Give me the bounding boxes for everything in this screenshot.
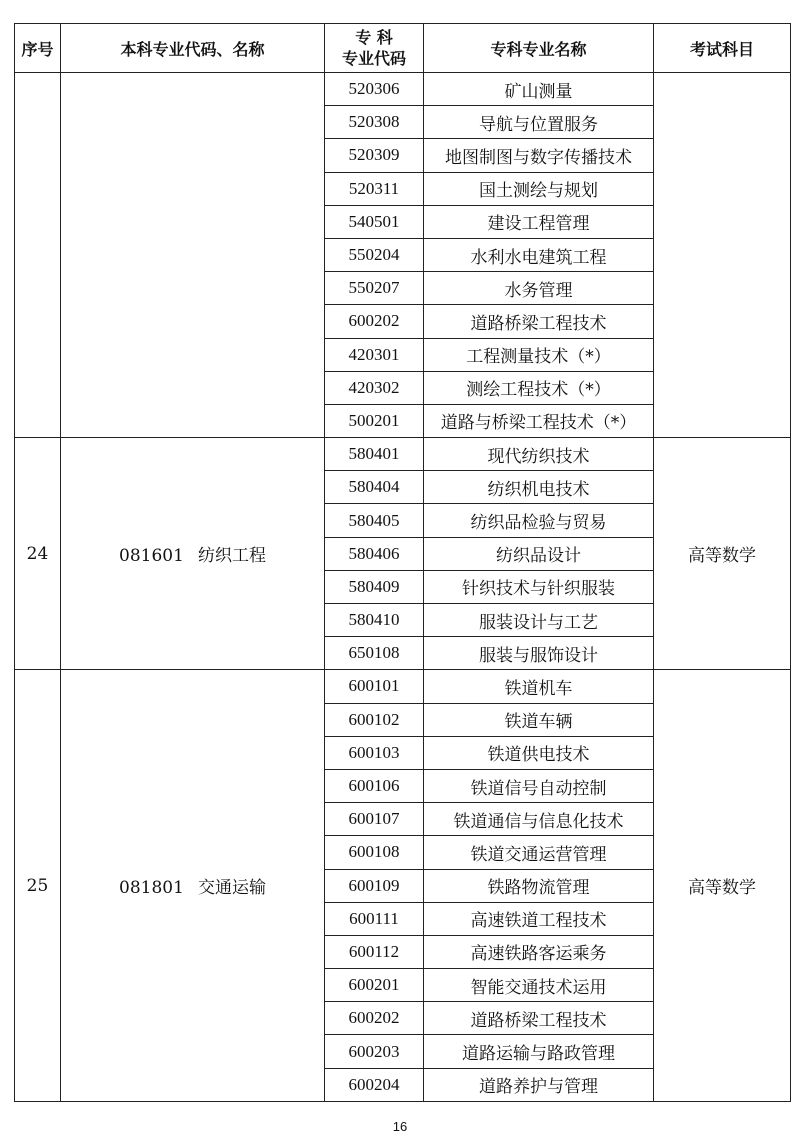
table-row bbox=[15, 73, 791, 106]
header-seq: 序号 bbox=[15, 24, 61, 73]
zk-name-cell: 铁道供电技术 bbox=[424, 736, 654, 769]
header-zk-code-line2: 专业代码 bbox=[341, 49, 406, 68]
subject-cell: 高等数学 bbox=[654, 438, 791, 670]
zk-name-cell: 测绘工程技术（*） bbox=[424, 371, 654, 404]
seq-cell bbox=[15, 73, 61, 438]
header-row bbox=[15, 24, 791, 73]
zk-code-cell: 600107 bbox=[325, 803, 424, 836]
zk-code-cell: 600203 bbox=[325, 1035, 424, 1068]
zk-name-cell: 服装设计与工艺 bbox=[424, 604, 654, 637]
bk-major-code: 081601 bbox=[119, 546, 184, 567]
zk-name-cell: 服装与服饰设计 bbox=[424, 637, 654, 670]
zk-code-cell: 650108 bbox=[325, 637, 424, 670]
zk-name-cell: 高速铁道工程技术 bbox=[424, 902, 654, 935]
header-zk-code bbox=[325, 24, 424, 73]
zk-code-cell: 600109 bbox=[325, 869, 424, 902]
zk-name-cell: 道路桥梁工程技术 bbox=[424, 1002, 654, 1035]
zk-name-cell: 道路养护与管理 bbox=[424, 1068, 654, 1101]
zk-code-cell: 520306 bbox=[325, 73, 424, 106]
table-row bbox=[15, 670, 791, 703]
zk-name-cell: 道路桥梁工程技术 bbox=[424, 305, 654, 338]
zk-code-cell: 600111 bbox=[325, 902, 424, 935]
zk-name-cell: 建设工程管理 bbox=[424, 205, 654, 238]
bk-major-code: 081801 bbox=[119, 878, 184, 899]
zk-name-cell: 纺织品检验与贸易 bbox=[424, 504, 654, 537]
zk-name-cell: 纺织机电技术 bbox=[424, 471, 654, 504]
header-zk-name: 专科专业名称 bbox=[424, 24, 654, 73]
zk-code-cell: 580405 bbox=[325, 504, 424, 537]
header-bk: 本科专业代码、名称 bbox=[61, 24, 325, 73]
header-zk-code-line1: 专 科 bbox=[355, 28, 393, 47]
zk-name-cell: 铁路物流管理 bbox=[424, 869, 654, 902]
bk-major-name: 交通运输 bbox=[197, 878, 266, 899]
zk-code-cell: 600202 bbox=[325, 1002, 424, 1035]
zk-name-cell: 国土测绘与规划 bbox=[424, 172, 654, 205]
zk-name-cell: 道路运输与路政管理 bbox=[424, 1035, 654, 1068]
header-subject: 考试科目 bbox=[654, 24, 791, 73]
zk-name-cell: 铁道通信与信息化技术 bbox=[424, 803, 654, 836]
zk-name-cell: 导航与位置服务 bbox=[424, 106, 654, 139]
subject-cell bbox=[654, 73, 791, 438]
zk-name-cell: 高速铁路客运乘务 bbox=[424, 935, 654, 968]
table-body bbox=[15, 73, 791, 1102]
zk-name-cell: 现代纺织技术 bbox=[424, 438, 654, 471]
zk-code-cell: 600101 bbox=[325, 670, 424, 703]
zk-code-cell: 580410 bbox=[325, 604, 424, 637]
zk-name-cell: 智能交通技术运用 bbox=[424, 969, 654, 1002]
zk-code-cell: 520308 bbox=[325, 106, 424, 139]
zk-code-cell: 420302 bbox=[325, 371, 424, 404]
zk-code-cell: 600201 bbox=[325, 969, 424, 1002]
zk-code-cell: 600103 bbox=[325, 736, 424, 769]
zk-code-cell: 600106 bbox=[325, 769, 424, 802]
zk-code-cell: 600112 bbox=[325, 935, 424, 968]
zk-name-cell: 铁道信号自动控制 bbox=[424, 769, 654, 802]
zk-name-cell: 水务管理 bbox=[424, 272, 654, 305]
seq-cell: 25 bbox=[15, 670, 61, 1101]
bk-major-cell bbox=[61, 73, 325, 438]
zk-code-cell: 540501 bbox=[325, 205, 424, 238]
zk-code-cell: 580406 bbox=[325, 537, 424, 570]
zk-code-cell: 520309 bbox=[325, 139, 424, 172]
zk-code-cell: 500201 bbox=[325, 404, 424, 437]
zk-name-cell: 矿山测量 bbox=[424, 73, 654, 106]
zk-name-cell: 地图制图与数字传播技术 bbox=[424, 139, 654, 172]
zk-name-cell: 水利水电建筑工程 bbox=[424, 238, 654, 271]
zk-name-cell: 铁道交通运营管理 bbox=[424, 836, 654, 869]
zk-code-cell: 600102 bbox=[325, 703, 424, 736]
zk-name-cell: 针织技术与针织服装 bbox=[424, 570, 654, 603]
bk-major-cell bbox=[61, 670, 325, 1101]
zk-code-cell: 600204 bbox=[325, 1068, 424, 1101]
zk-code-cell: 580404 bbox=[325, 471, 424, 504]
major-table bbox=[14, 23, 791, 1102]
zk-code-cell: 550207 bbox=[325, 272, 424, 305]
zk-code-cell: 600202 bbox=[325, 305, 424, 338]
zk-code-cell: 580401 bbox=[325, 438, 424, 471]
bk-major-cell bbox=[61, 438, 325, 670]
zk-code-cell: 600108 bbox=[325, 836, 424, 869]
page-number: 16 bbox=[392, 1119, 408, 1134]
zk-name-cell: 道路与桥梁工程技术（*） bbox=[424, 404, 654, 437]
zk-name-cell: 铁道机车 bbox=[424, 670, 654, 703]
zk-code-cell: 520311 bbox=[325, 172, 424, 205]
zk-code-cell: 420301 bbox=[325, 338, 424, 371]
subject-cell: 高等数学 bbox=[654, 670, 791, 1101]
zk-name-cell: 铁道车辆 bbox=[424, 703, 654, 736]
bk-major-name: 纺织工程 bbox=[197, 546, 266, 567]
zk-code-cell: 550204 bbox=[325, 238, 424, 271]
table-row bbox=[15, 438, 791, 471]
zk-name-cell: 工程测量技术（*） bbox=[424, 338, 654, 371]
zk-name-cell: 纺织品设计 bbox=[424, 537, 654, 570]
zk-code-cell: 580409 bbox=[325, 570, 424, 603]
seq-cell: 24 bbox=[15, 438, 61, 670]
